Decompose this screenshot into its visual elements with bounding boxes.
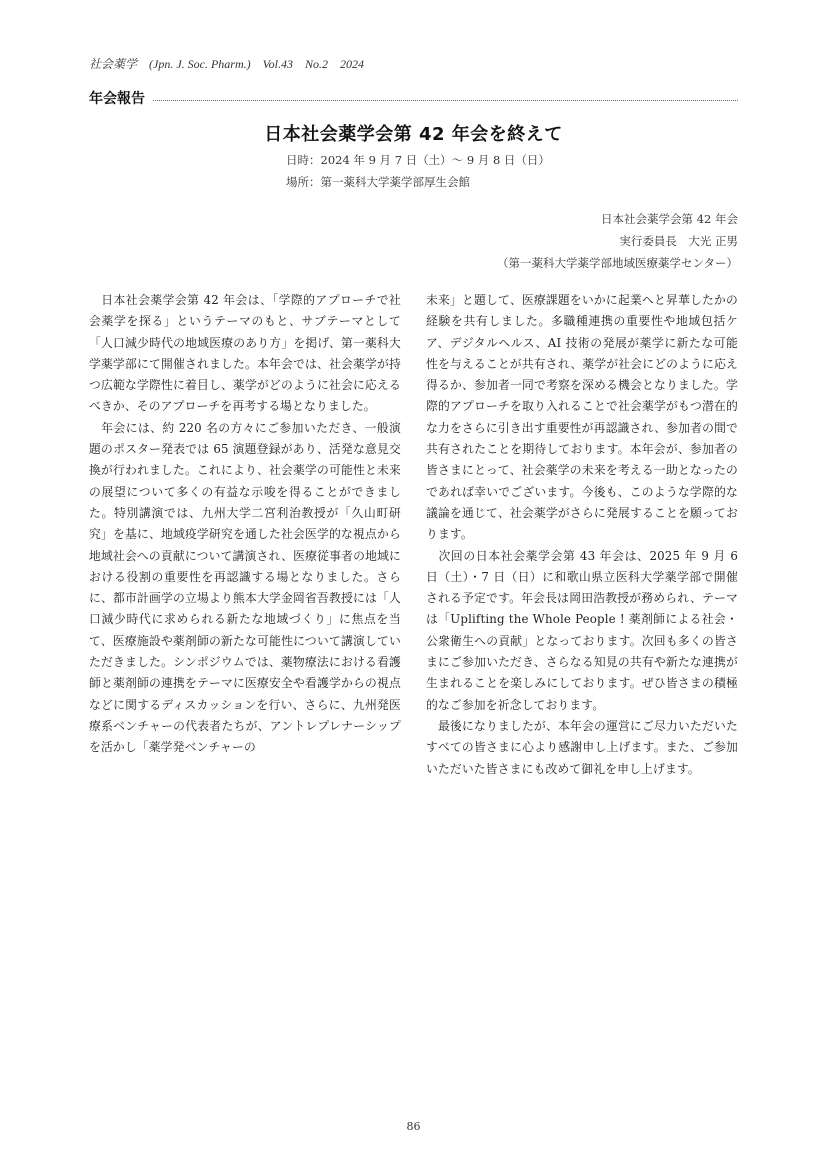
- body-paragraph: 最後になりましたが、本年会の運営にご尽力いただいたすべての皆さまに心より感謝申し上げます。また、ご参加いただいた皆さまにも改めて御礼を申し上げます。: [426, 718, 738, 776]
- journal-header: 社会薬学 (Jpn. J. Soc. Pharm.) Vol.43 No.2 2024: [89, 57, 364, 71]
- section-label: 年会報告: [89, 91, 145, 107]
- event-date: 日時：2024 年 9 月 7 日（土）～ 9 月 8 日（日）: [286, 153, 550, 167]
- event-place: 場所：第一薬科大学薬学部厚生会館: [286, 175, 470, 189]
- author-affiliation: （第一薬科大学薬学部地域医療薬学センター）: [496, 256, 738, 270]
- left-column: [89, 290, 401, 759]
- author-conference: 日本社会薬学会第 42 年会: [601, 212, 738, 226]
- section-heading: [89, 88, 738, 108]
- right-column: [426, 290, 738, 780]
- body-paragraph: 未来」と題して、医療課題をいかに起業へと昇華したかの経験を共有しました。多職種連携の重要性や地域包括ケア、デジタルヘルス、AI 技術の発展が薬学に新たな可能性を与えることが共有され、薬学が社会にどのように応え得るか、参加者一同で考察を深める機会となりました。学際的アプローチを取り入れることで社会薬学がもつ潜在的な力をさらに引き出す重要性が再認識され、参加者の間で共有されたことを期待しております。本年会が、参加者の皆さまにとって、社会薬学の未来を考える一助となったのであれば幸いでございます。今後も、このような学際的な議論を通じて、社会薬学がさらに発展することを願っております。: [426, 293, 738, 542]
- body-paragraph: 次回の日本社会薬学会第 43 年会は、2025 年 9 月 6 日（土）・7 日（日）に和歌山県立医科大学薬学部で開催される予定です。年会長は岡田浩教授が務められ、テーマは「Uplifting the Whole People ! 薬剤師による社会・公衆衛生への貢献」となっております。次回も多くの皆さまにご参加いただき、さらなる知見の共有や新たな連携が生まれることを楽しみにしております。ぜひ皆さまの積極的なご参加を祈念しております。: [426, 548, 738, 712]
- author-name: 実行委員長 大光 正男: [619, 234, 738, 248]
- body-paragraph: 日本社会薬学会第 42 年会は、「学際的アプローチで社会薬学を探る」というテーマのもと、サブテーマとして「人口減少時代の地域医療のあり方」を掲げ、第一薬科大学薬学部にて開催されました。本年会では、社会薬学が持つ広範な学際性に着目し、薬学がどのように社会に応えるべきか、そのアプローチを再考する場となりました。: [89, 293, 401, 414]
- body-paragraph: 年会には、約 220 名の方々にご参加いただき、一般演題のポスター発表では 65 演題登録があり、活発な意見交換が行われました。これにより、社会薬学の可能性と未来の展望について多くの有益な示唆を得ることができました。特別講演では、九州大学二宮利治教授が「久山町研究」を基に、地域疫学研究を通した社会医学的な視点から地域社会への貢献について講演され、医療従事者の地域における役割の重要性を再認識する場となりました。さらに、都市計画学の立場より熊本大学金岡省吾教授には「人口減少時代に求められる新たな地域づくり」に焦点を当て、医療施設や薬剤師の新たな可能性について講演していただきました。シンポジウムでは、薬物療法における看護師と薬剤師の連携をテーマに医療安全や看護学からの視点などに関するディスカッションを行い、さらに、九州発医療系ベンチャーの代表者たちが、アントレプレナーシップを活かし「薬学発ベンチャーの: [89, 420, 401, 755]
- dotted-divider: [153, 100, 738, 101]
- article-title: 日本社会薬学会第 42 年会を終えて: [264, 124, 563, 145]
- page-number: 86: [406, 1120, 421, 1133]
